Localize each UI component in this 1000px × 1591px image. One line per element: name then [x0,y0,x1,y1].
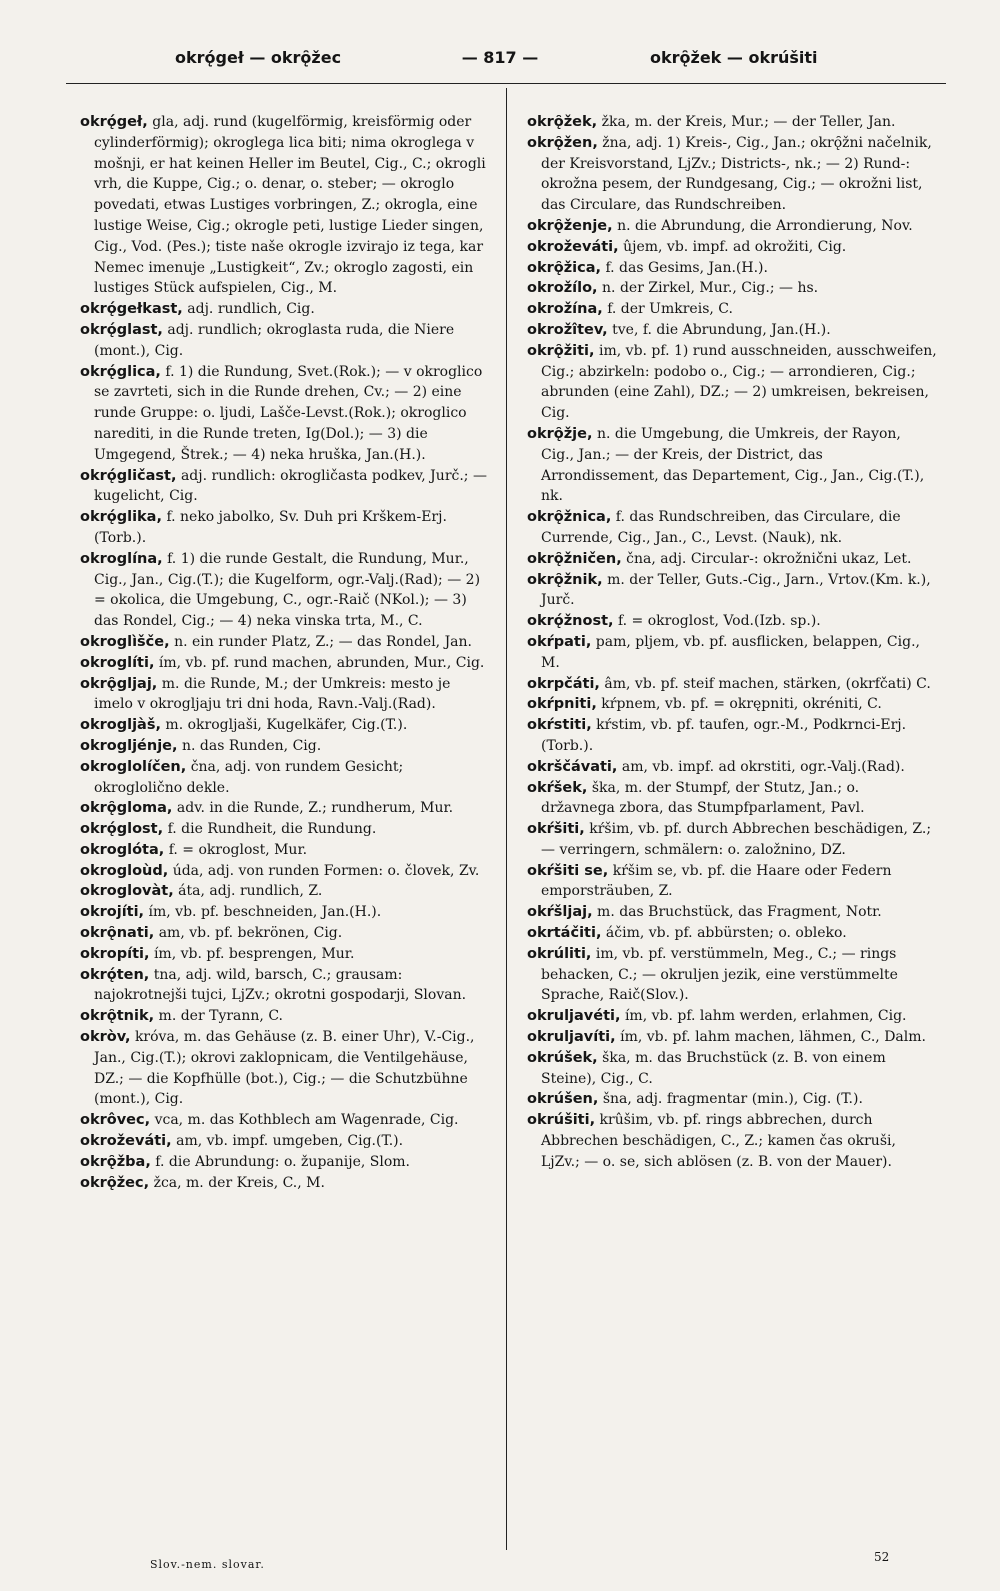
entry-headword: okroževáti, [80,1133,172,1150]
signature-mark: Slov.-nem. slovar. [150,1558,265,1571]
entry-definition: im, vb. pf. 1) rund ausschneiden, ausschweifen, Cig.; abzirkeln: podobo o., Cig.; — arrondieren, Cig.; abrunden (eine Zahl), DZ.; — 2) umkreisen, bekreisen, Cig. [541,342,937,422]
entry-headword: okrǫ́glika, [80,509,162,526]
dictionary-entry [80,819,490,840]
dictionary-entry [527,694,937,715]
dictionary-entry [527,923,937,944]
entry-definition: n. das Runden, Cig. [181,737,322,754]
entry-headword: okrožîtev, [527,321,608,338]
entry-definition: m. der Tyrann, C. [158,1008,283,1025]
entry-definition: ím, vb. pf. rund machen, abrunden, Mur., Cig. [158,654,485,671]
dictionary-entry [527,902,937,923]
entry-headword: okroglóta, [80,841,165,858]
entry-definition: f. das Gesims, Jan.(H.). [605,259,768,276]
entry-headword: okŕšiti se, [527,862,609,879]
entry-headword: okrogljàš, [80,717,161,734]
entry-headword: okrǫ́glica, [80,363,161,380]
dictionary-entry [80,944,490,965]
entry-headword: okrǫ̑žiti, [527,342,595,359]
dictionary-entry [527,819,937,861]
entry-definition: krûšim, vb. pf. rings abbrechen, durch Abbrechen beschädigen, C., Z.; kamen čas okruši, LjZv.; — o. se, sich ablösen (z. B. von der Mauer). [541,1112,896,1170]
entry-definition: ím, vb. pf. lahm machen, lähmen, C., Dalm. [620,1029,926,1046]
entry-headword: okrtáčiti, [527,925,602,942]
dictionary-entry [80,902,490,923]
dictionary-entry [527,674,937,695]
dictionary-entry [527,570,937,612]
dictionary-entry [80,965,490,1007]
entry-headword: okroglolíčen, [80,758,187,775]
dictionary-entry [80,861,490,882]
dictionary-entry [80,757,490,799]
dictionary-entry [80,1131,490,1152]
dictionary-entry [527,133,937,216]
entry-headword: okrojíti, [80,904,145,921]
dictionary-entry [527,1006,937,1027]
entry-headword: okrúšen, [527,1091,599,1108]
entry-definition: kŕpnem, vb. pf. = okrępniti, okréniti, C. [601,696,882,713]
dictionary-entry [527,861,937,903]
dictionary-entry [80,632,490,653]
entry-headword: okrǫ̑žnica, [527,509,612,526]
dictionary-entry [80,674,490,716]
entry-definition: žka, m. der Kreis, Mur.; — der Teller, Jan. [601,114,896,130]
entry-definition: pam, pljem, vb. pf. ausflicken, belappen, Cig., M. [541,633,920,671]
entry-headword: okrǫ̑žba, [80,1153,151,1170]
header-right-guideword: okrǫ̑žek — okrúšiti [650,48,818,67]
entry-headword: okrǫ̑nati, [80,925,155,942]
entry-definition: króva, m. das Gehäuse (z. B. einer Uhr), V.-Cig., Jan., Cig.(T.); okrovi zaklopnicam, die Ventilgehäuse, DZ.; — die Kopfhülle (bot.), Cig.; — die Schutzbühne (mont.), Cig. [94,1029,475,1108]
entry-definition: am, vb. impf. umgeben, Cig.(T.). [176,1133,404,1150]
dictionary-entry [80,881,490,902]
entry-definition: áta, adj. rundlich, Z. [178,883,323,900]
entry-definition: n. die Abrundung, die Arrondierung, Nov. [617,217,913,234]
dictionary-entry [527,299,937,320]
entry-headword: okroglovàt, [80,883,174,900]
dictionary-entry [80,362,490,466]
dictionary-entry [527,632,937,674]
entry-headword: okrǫ́gełkast, [80,301,183,318]
dictionary-entry [80,549,490,632]
entry-headword: okrǫ̑žen, [527,134,598,151]
dictionary-entry [527,237,937,258]
right-column [527,112,937,1173]
entry-headword: okrǫ́glost, [80,821,164,838]
dictionary-entry [80,736,490,757]
entry-headword: okrǫ́žnost, [527,613,614,630]
entry-headword: okŕšljaj, [527,904,593,921]
dictionary-entry [80,507,490,549]
entry-headword: okroževáti, [527,238,619,255]
dictionary-entry [80,715,490,736]
entry-headword: okrǫ́gličast, [80,467,177,484]
entry-definition: f. = okroglost, Mur. [168,841,308,858]
entry-definition: ím, vb. pf. besprengen, Mur. [153,945,355,962]
entry-headword: okrǫ́geł, [80,114,148,130]
dictionary-entry [80,299,490,320]
entry-definition: am, vb. pf. bekrönen, Cig. [158,925,343,942]
entry-definition: ím, vb. pf. beschneiden, Jan.(H.). [148,904,382,921]
dictionary-entry [527,507,937,549]
entry-headword: okrščávati, [527,758,618,775]
entry-headword: okrúšek, [527,1049,598,1066]
entry-definition: adj. rundlich: okrogličasta podkev, Jurč.; — kugelicht, Cig. [94,467,487,505]
dictionary-entry [80,840,490,861]
entry-headword: okrǫ̑gloma, [80,800,173,817]
entry-definition: f. = okroglost, Vod.(Izb. sp.). [617,613,821,630]
entry-headword: okrǫ̑žec, [80,1174,150,1191]
entry-definition: f. das Rundschreiben, das Circulare, die Currende, Cig., Jan., C., Levst. (Nauk), nk. [541,509,901,546]
entry-definition: m. die Runde, M.; der Umkreis: mesto je imelo v okrogljaju tri dni hoda, Ravn.-Valj.(Rad). [94,675,451,713]
entry-headword: okrǫ̑tnik, [80,1008,155,1025]
entry-definition: m. okrogljaši, Kugelkäfer, Cig.(T.). [165,717,408,734]
dictionary-entry [527,320,937,341]
entry-headword: okrǫ̑ženje, [527,217,613,234]
dictionary-entry [527,757,937,778]
dictionary-entry [527,611,937,632]
entry-definition: ûjem, vb. impf. ad okrožiti, Cig. [623,238,847,255]
entry-definition: f. 1) die runde Gestalt, die Rundung, Mur., Cig., Jan., Cig.(T.); die Kugelform, ogr.-Valj.(Rad); — 2) = okolica, die Umgebung, C., ogr.-Raič (NKol.); — 3) das Rondel, Cig.; — 4) neka vinska trta, M., C. [94,550,481,630]
dictionary-entry [80,798,490,819]
dictionary-entry [527,1110,937,1172]
entry-definition: adv. in die Runde, Z.; rundherum, Mur. [176,800,454,817]
dictionary-entry [527,216,937,237]
header-rule [66,83,946,84]
entry-definition: f. der Umkreis, C. [607,301,733,318]
entry-headword: okrǫ̑žničen, [527,550,622,567]
entry-definition: f. neko jabolko, Sv. Duh pri Krškem-Erj.(Torb.). [94,509,447,546]
entry-definition: im, vb. pf. verstümmeln, Meg., C.; — rings behacken, C.; — okruljen jezik, eine verstümmelte Sprache, Raič(Slov.). [541,945,898,1004]
entry-definition: f. 1) die Rundung, Svet.(Rok.); — v okroglico se zavrteti, sich in die Runde drehen, Cv.; — 2) eine runde Gruppe: o. ljudi, Lašče-Levst.(Rok.); okroglico narediti, in die Runde treten, Ig(Dol.); — 3) die Umgegend, Štrek.; — 4) neka hruška, Jan.(H.). [94,363,483,463]
entry-definition: tve, f. die Abrundung, Jan.(H.). [612,321,831,338]
signature-number: 52 [874,1550,890,1564]
header-left-guideword: okrǫ́geł — okrǫ̑žec [175,48,342,67]
running-header [0,48,1000,78]
entry-headword: okrogljénje, [80,737,178,754]
dictionary-entry [527,1048,937,1090]
entry-definition: m. das Bruchstück, das Fragment, Notr. [597,904,882,921]
entry-definition: n. die Umgebung, die Umkreis, der Rayon, Cig., Jan.; — der Kreis, der District, das Arrondissement, das Departement, Cig., Jan., Cig.(T.), nk. [541,425,925,505]
entry-headword: okrpčáti, [527,675,600,692]
entry-headword: okrǫ̑žica, [527,259,602,276]
entry-definition: n. ein runder Platz, Z.; — das Rondel, Jan. [174,633,472,650]
dictionary-entry [527,1089,937,1110]
entry-headword: okrǫ́ten, [80,966,150,983]
entry-definition: ška, m. der Stumpf, der Stutz, Jan.; o. državnega zbora, das Stumpfparlament, Pavl. [541,779,865,817]
entry-headword: okŕšek, [527,779,588,796]
dictionary-entry [80,466,490,508]
left-column [80,112,490,1193]
entry-headword: okropíti, [80,945,150,962]
dictionary-entry [80,112,490,299]
entry-definition: n. der Zirkel, Mur., Cig.; — hs. [602,280,819,297]
entry-headword: okroglìšče, [80,633,170,650]
entry-definition: šna, adj. fragmentar (min.), Cig. (T.). [602,1091,863,1108]
entry-definition: f. die Abrundung: o. županije, Slom. [155,1153,411,1170]
entry-definition: čna, adj. Circular-: okrožnični ukaz, Let. [626,550,912,567]
entry-definition: áčim, vb. pf. abbürsten; o. obleko. [605,925,847,942]
entry-definition: f. die Rundheit, die Rundung. [167,821,377,838]
entry-headword: okruljavéti, [527,1008,621,1025]
entry-definition: kŕstim, vb. pf. taufen, ogr.-M., Podkrnci-Erj.(Torb.). [541,717,907,754]
entry-headword: okroglíti, [80,654,155,671]
entry-headword: okŕstiti, [527,717,592,734]
entry-headword: okrúšiti, [527,1112,596,1129]
entry-definition: ška, m. das Bruchstück (z. B. von einem Steine), Cig., C. [541,1049,886,1087]
entry-headword: okŕpati, [527,633,592,650]
entry-headword: okrôvec, [80,1112,151,1129]
entry-headword: okrǫ̑žje, [527,425,593,442]
dictionary-entry [80,653,490,674]
dictionary-entry [80,1006,490,1027]
dictionary-entry [80,1173,490,1194]
entry-headword: okrǫ̑žnik, [527,571,603,588]
dictionary-entry [80,1027,490,1110]
entry-headword: okrǫ́glast, [80,321,163,338]
entry-definition: žca, m. der Kreis, C., M. [153,1174,325,1191]
dictionary-entry [80,320,490,362]
dictionary-entry [527,715,937,757]
dictionary-entry [527,549,937,570]
dictionary-entry [80,1110,490,1131]
entry-headword: okruljavíti, [527,1029,616,1046]
dictionary-entry [527,778,937,820]
dictionary-entry [527,112,937,133]
column-divider [506,88,507,1550]
entry-definition: am, vb. impf. ad okrstiti, ogr.-Valj.(Rad). [621,758,905,775]
entry-definition: kŕšim se, vb. pf. die Haare oder Federn emporsträuben, Z. [541,862,892,900]
entry-definition: kŕšim, vb. pf. durch Abbrechen beschädigen, Z.; — verringern, schmälern: o. založnino, DZ. [541,821,932,858]
entry-definition: âm, vb. pf. steif machen, stärken, (okrfčati) C. [604,675,931,692]
dictionary-entry [80,923,490,944]
dictionary-entry [527,278,937,299]
entry-headword: okrǫ̑žek, [527,114,598,130]
entry-headword: okrúliti, [527,945,592,962]
entry-definition: úda, adj. von runden Formen: o. človek, Zv. [172,862,480,879]
entry-headword: okrožína, [527,301,603,318]
entry-definition: ím, vb. pf. lahm werden, erlahmen, Cig. [624,1008,907,1025]
entry-definition: čna, adj. von rundem Gesicht; okroglolično dekle. [94,758,404,796]
dictionary-entry [527,1027,937,1048]
entry-definition: žna, adj. 1) Kreis-, Cig., Jan.; okrǫ̑žni načelnik, der Kreisvorstand, LjZv.; Districts-, nk.; — 2) Rund-: okrožna pesem, der Rundgesang, Cig.; — okrožni list, das Circulare, das Rundschreiben. [541,134,932,214]
page-number: — 817 — [461,48,539,67]
entry-headword: okrogloùd, [80,862,169,879]
entry-headword: okroglína, [80,550,163,567]
entry-headword: okŕpniti, [527,696,597,713]
dictionary-entry [527,424,937,507]
entry-headword: okrožílo, [527,280,598,297]
entry-headword: okròv, [80,1029,131,1046]
entry-definition: gla, adj. rund (kugelförmig, kreisförmig oder cylinderförmig); okroglega lica biti; nima okroglega v mošnji, er hat keinen Heller im Beutel, Cig., C.; okrogli vrh, die Kuppe, Cig.; o. denar, o. steber; — okroglo povedati, etwas Lustiges vorbringen, Z.; okrogla, eine lustige Weise, Cig.; okrogle peti, lustige Lieder singen, Cig., Vod. (Pes.); tiste naše okrogle izvirajo iz tega, kar Nemec imenuje „Lustigkeit“, Zv.; okroglo zagosti, ein lustiges Stück aufspielen, Cig., M. [94,114,486,297]
entry-headword: okŕšiti, [527,821,585,838]
dictionary-entry [527,258,937,279]
entry-definition: tna, adj. wild, barsch, C.; grausam: najokrotnejši tujci, LjZv.; okrotni gospodarji, Slovan. [94,966,467,1004]
dictionary-entry [80,1152,490,1173]
entry-definition: m. der Teller, Guts.-Cig., Jarn., Vrtov.(Km. k.), Jurč. [541,571,931,609]
dictionary-entry [527,944,937,1006]
entry-definition: adj. rundlich, Cig. [187,301,315,318]
dictionary-entry [527,341,937,424]
entry-headword: okrǫ̑gljaj, [80,675,158,692]
entry-definition: vca, m. das Kothblech am Wagenrade, Cig. [154,1112,459,1129]
entry-definition: adj. rundlich; okroglasta ruda, die Niere (mont.), Cig. [94,321,455,359]
